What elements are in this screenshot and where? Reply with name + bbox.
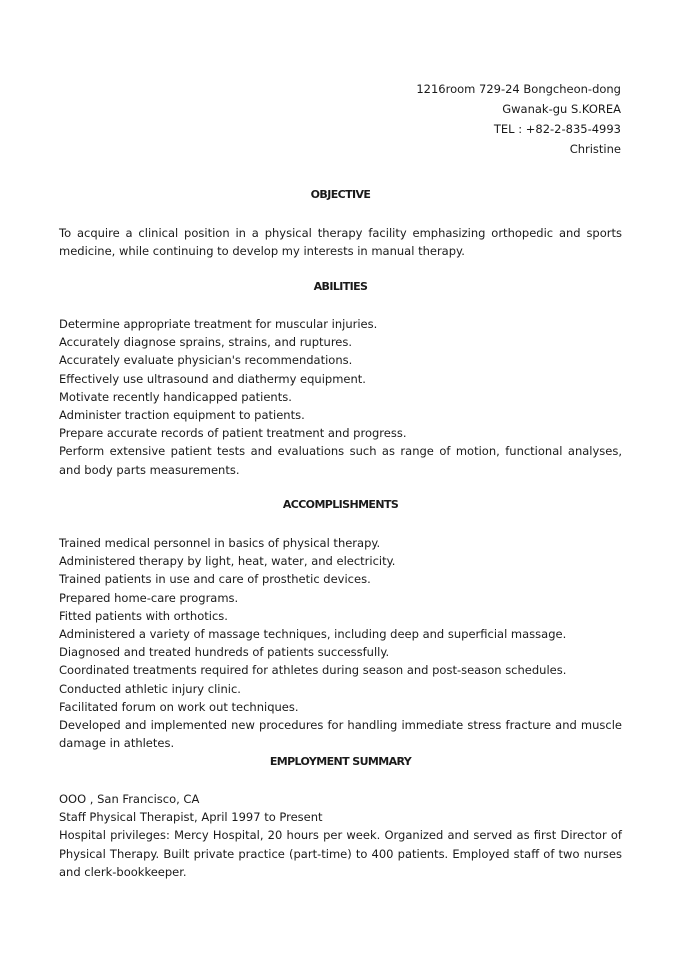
list-item: Prepare accurate records of patient treatment and progress. bbox=[59, 426, 407, 441]
employment-details: Hospital privileges: Mercy Hospital, 20 hours per week. Organized and served as first Director of Physical Therapy. Built private practice (part-time) to 400 patients. Employed staff of two nurses and clerk-bookkeeper. bbox=[59, 828, 622, 879]
applicant-name: Christine bbox=[569, 142, 621, 156]
accomplishments-list bbox=[59, 534, 622, 752]
position-line: Staff Physical Therapist, April 1997 to Present bbox=[59, 810, 323, 825]
objective-text: To acquire a clinical position in a physical therapy facility emphasizing orthopedic and sports medicine, while continuing to develop my interests in manual therapy. bbox=[59, 226, 622, 259]
list-item: Facilitated forum on work out techniques. bbox=[59, 699, 299, 714]
list-item: Accurately evaluate physician's recommendations. bbox=[59, 353, 353, 368]
address-city: Gwanak-gu S.KOREA bbox=[502, 102, 621, 116]
abilities-heading: ABILITIES bbox=[313, 280, 368, 293]
list-item: Fitted patients with orthotics. bbox=[59, 608, 228, 623]
list-item: Administered a variety of massage techniques, including deep and superficial massage. bbox=[59, 627, 567, 642]
list-item: Accurately diagnose sprains, strains, and ruptures. bbox=[59, 335, 353, 350]
list-item: Trained medical personnel in basics of physical therapy. bbox=[59, 536, 381, 550]
accomplishments-heading: ACCOMPLISHMENTS bbox=[282, 498, 399, 511]
employment-block bbox=[59, 790, 622, 881]
list-item: Developed and implemented new procedures for handling immediate stress fracture and muscle damage in athletes. bbox=[59, 718, 622, 751]
list-item: Determine appropriate treatment for muscular injuries. bbox=[59, 317, 378, 331]
list-item: Administered therapy by light, heat, water, and electricity. bbox=[59, 554, 396, 569]
list-item: Administer traction equipment to patients. bbox=[59, 408, 305, 423]
list-item: Trained patients in use and care of prosthetic devices. bbox=[59, 572, 371, 587]
list-item: Effectively use ultrasound and diathermy equipment. bbox=[59, 371, 366, 386]
employment-heading: EMPLOYMENT SUMMARY bbox=[269, 755, 412, 768]
address-block bbox=[416, 79, 621, 159]
list-item: Prepared home-care programs. bbox=[59, 590, 239, 605]
list-item: Motivate recently handicapped patients. bbox=[59, 389, 292, 404]
list-item: Perform extensive patient tests and evaluations such as range of motion, functional analyses, and body parts measurements. bbox=[59, 444, 622, 477]
objective-heading: OBJECTIVE bbox=[310, 188, 371, 201]
abilities-list bbox=[59, 315, 622, 479]
employer-line: OOO , San Francisco, CA bbox=[59, 792, 200, 806]
list-item: Coordinated treatments required for athletes during season and post-season schedules. bbox=[59, 663, 567, 678]
address-phone: TEL : +82-2-835-4993 bbox=[493, 122, 621, 136]
list-item: Diagnosed and treated hundreds of patients successfully. bbox=[59, 645, 390, 660]
list-item: Conducted athletic injury clinic. bbox=[59, 681, 241, 696]
address-street: 1216room 729-24 Bongcheon-dong bbox=[416, 82, 621, 96]
